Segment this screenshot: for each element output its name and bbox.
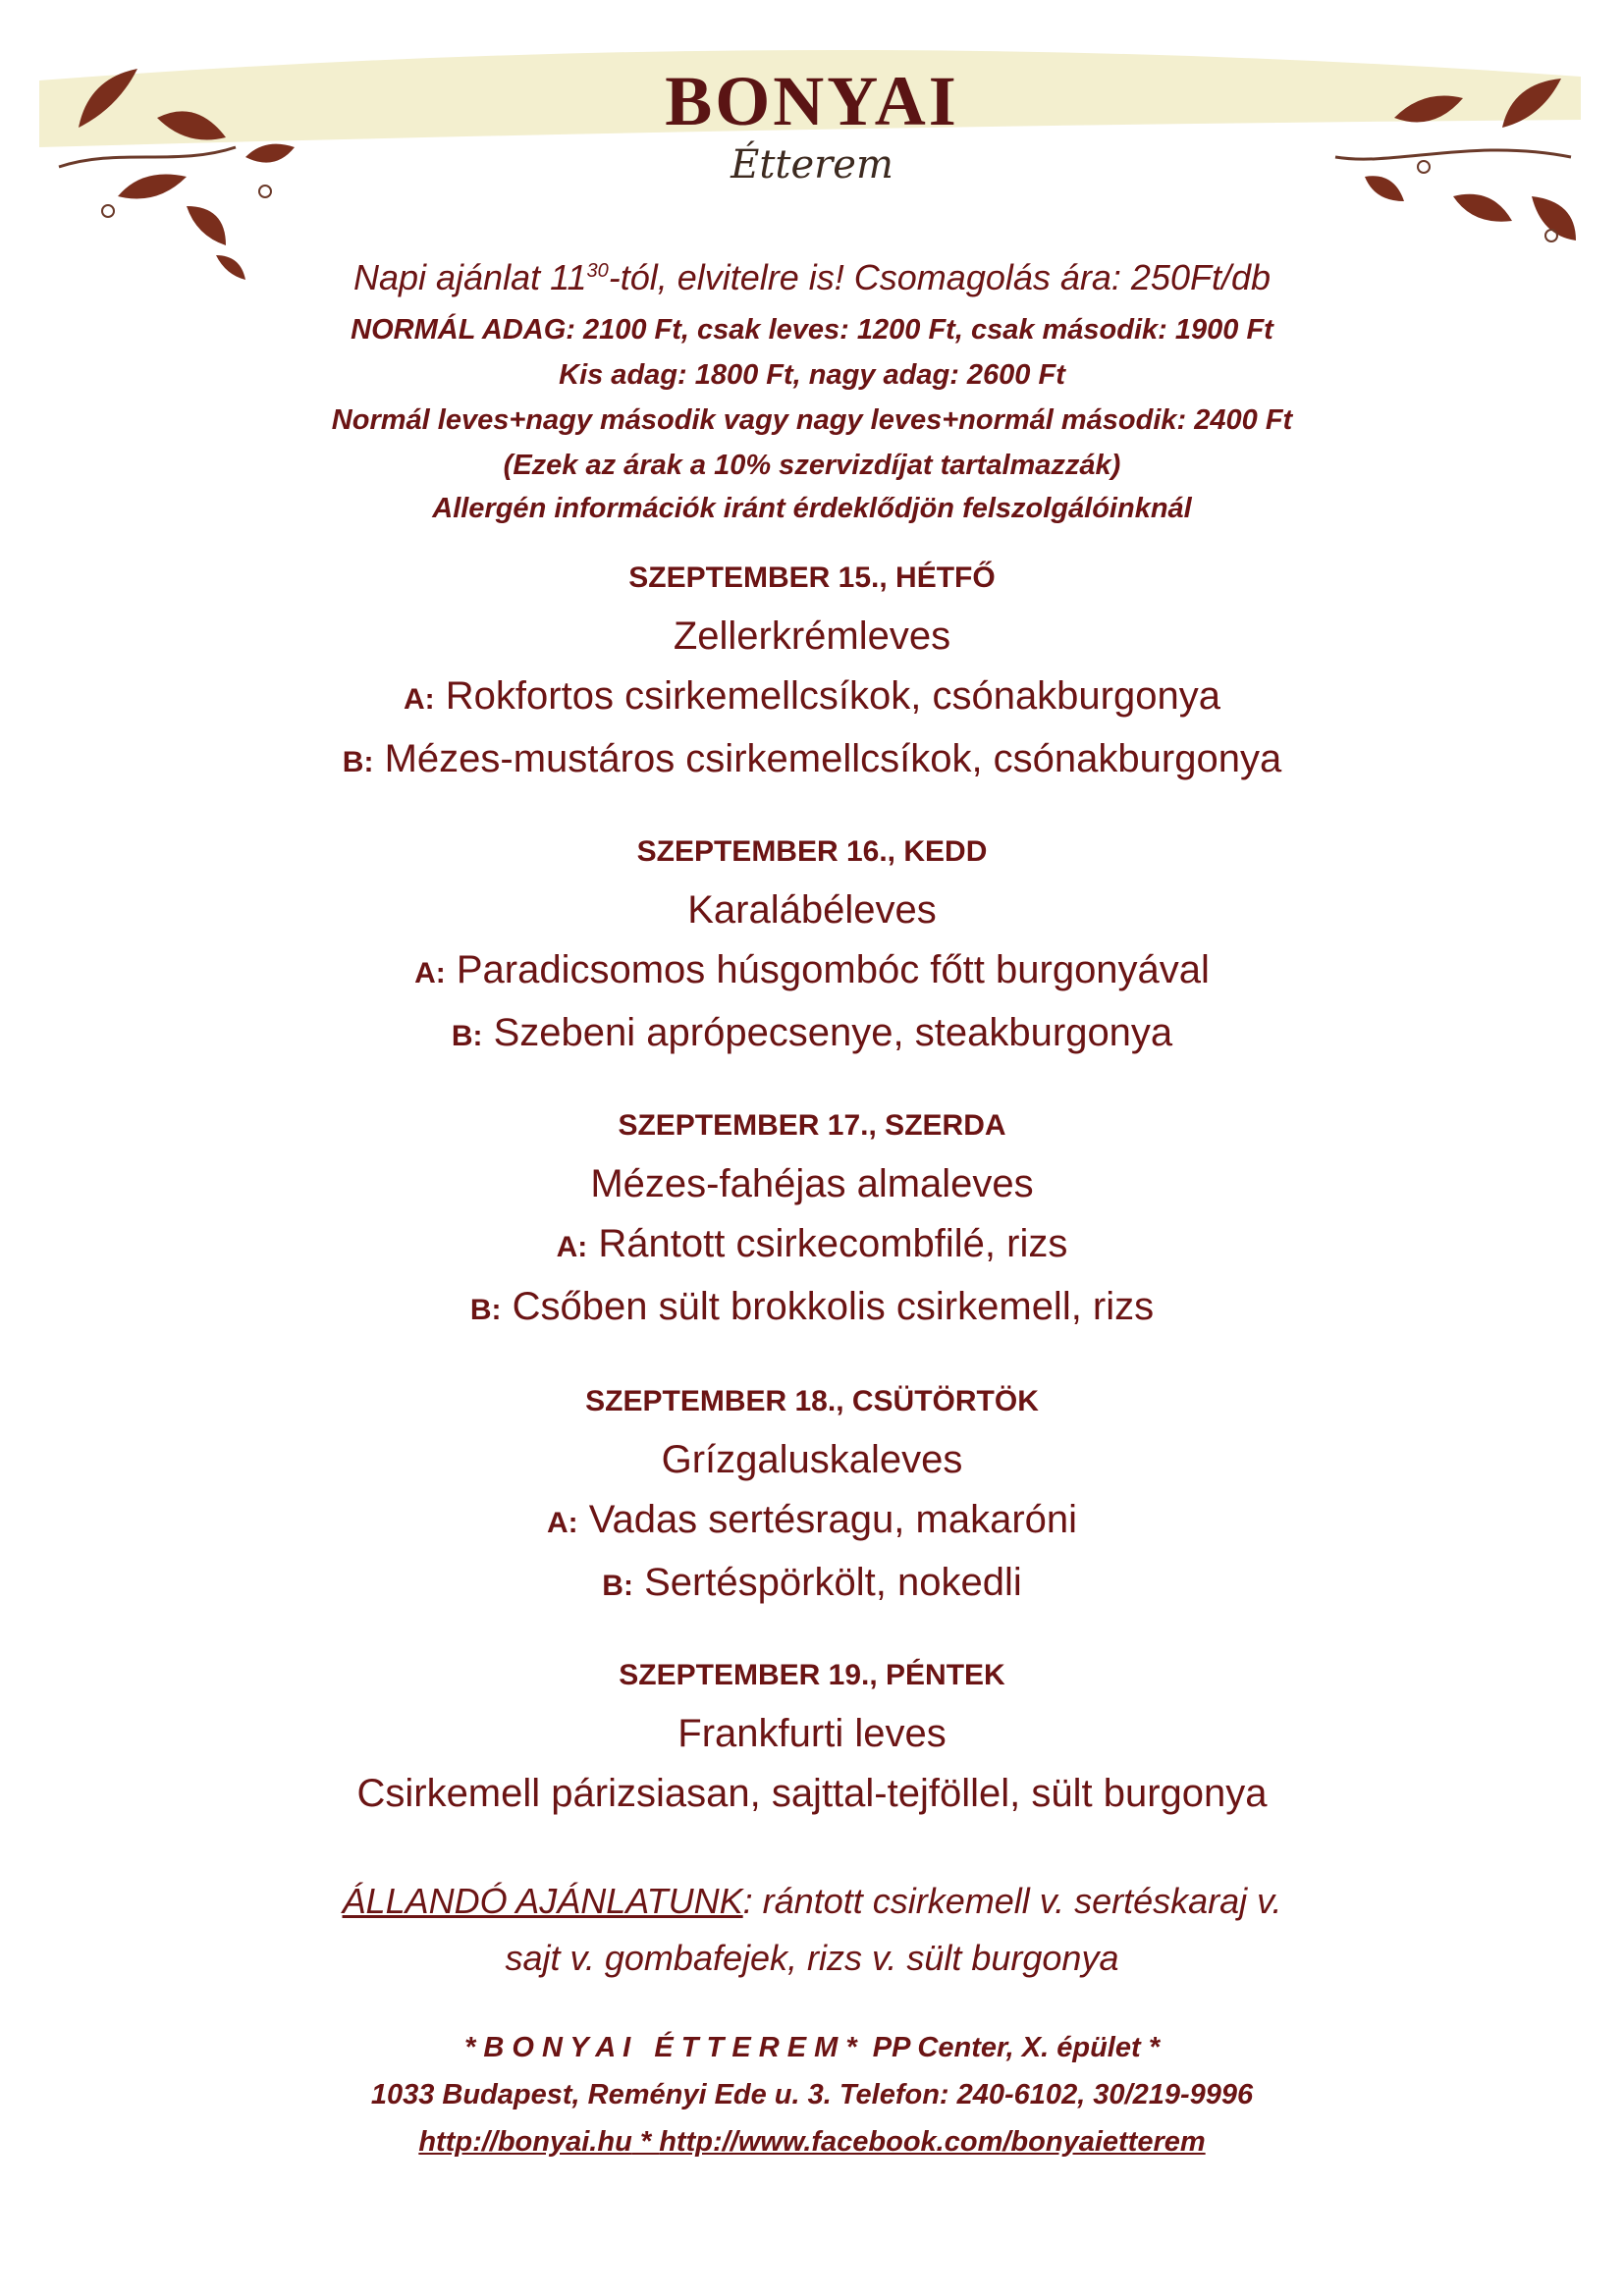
option-a: A: Rántott csirkecombfilé, rizs — [556, 1222, 1068, 1265]
day-title: SZEPTEMBER 16., KEDD — [636, 835, 988, 868]
option-a: A: Rokfortos csirkemellcsíkok, csónakburgonya — [404, 674, 1220, 718]
main-dish: Csirkemell párizsiasan, sajttal-tejföllel, sült burgonya — [356, 1772, 1268, 1815]
option-a: A: Paradicsomos húsgombóc főtt burgonyával — [414, 948, 1210, 991]
footer-contact: * B O N Y A I É T T E R E M * PP Center, X. épület * 1033 Budapest, Reményi Ede u. 3. Telefon: 240-6102, 30/219-9996 http://bonyai.hu * http://www.facebook.com/bonyaietterem — [0, 2024, 1624, 2165]
option-b: B: Szebeni aprópecsenye, steakburgonya — [451, 1011, 1173, 1054]
allergen-note: Allergén információk iránt érdeklődjön felszolgálóinknál — [432, 493, 1192, 524]
price-line: Kis adag: 1800 Ft, nagy adag: 2600 Ft — [559, 359, 1065, 391]
facebook-link[interactable]: http://www.facebook.com/bonyaietterem — [659, 2126, 1206, 2158]
day-title: SZEPTEMBER 15., HÉTFŐ — [628, 561, 996, 594]
option-b: B: Sertéspörkölt, nokedli — [602, 1561, 1022, 1604]
day-title: SZEPTEMBER 19., PÉNTEK — [619, 1659, 1005, 1691]
footer-address-line: * B O N Y A I É T T E R E M * PP Center, X. épület * — [464, 2032, 1160, 2063]
restaurant-logo-subtitle: Étterem — [731, 142, 893, 187]
option-b: B: Csőben sült brokkolis csirkemell, rizs — [469, 1285, 1155, 1328]
option-a: A: Vadas sertésragu, makaróni — [546, 1498, 1078, 1541]
price-line: Normál leves+nagy második vagy nagy leves+normál második: 2400 Ft — [331, 404, 1293, 436]
soup: Zellerkrémleves — [673, 614, 951, 658]
day-menu — [0, 1385, 1624, 1616]
permanent-offer-label: ÁLLANDÓ AJÁNLATUNK — [342, 1881, 743, 1921]
price-line: NORMÁL ADAG: 2100 Ft, csak leves: 1200 Ft, csak második: 1900 Ft — [351, 314, 1273, 346]
day-menu — [0, 1659, 1624, 1824]
footer-phone-line: 1033 Budapest, Reményi Ede u. 3. Telefon: 240-6102, 30/219-9996 — [370, 2079, 1254, 2110]
soup: Grízgaluskaleves — [661, 1438, 963, 1481]
restaurant-logo: BONYAI — [665, 62, 959, 140]
soup: Frankfurti leves — [677, 1712, 947, 1755]
website-link[interactable]: http://bonyai.hu — [418, 2126, 632, 2158]
option-b: B: Mézes-mustáros csirkemellcsíkok, csónakburgonya — [342, 737, 1282, 780]
day-menu — [0, 835, 1624, 1066]
daily-offer-tagline: Napi ajánlat $11^{30}$-tól, elvitelre is! Csomagolás ára: 250Ft/db — [352, 257, 1272, 297]
soup: Karalábéleves — [687, 888, 937, 932]
price-line: (Ezek az árak a 10% szervizdíjat tartalmazzák) — [503, 450, 1121, 481]
day-title: SZEPTEMBER 18., CSÜTÖRTÖK — [585, 1385, 1039, 1417]
day-menu — [0, 1109, 1624, 1340]
day-title: SZEPTEMBER 17., SZERDA — [618, 1109, 1006, 1142]
permanent-offer: ÁLLANDÓ AJÁNLATUNK: rántott csirkemell v. sertéskaraj v. sajt v. gombafejek, rizs v. sült burgonya — [342, 1881, 1282, 1978]
soup: Mézes-fahéjas almaleves — [590, 1162, 1034, 1205]
day-menu — [0, 561, 1624, 792]
